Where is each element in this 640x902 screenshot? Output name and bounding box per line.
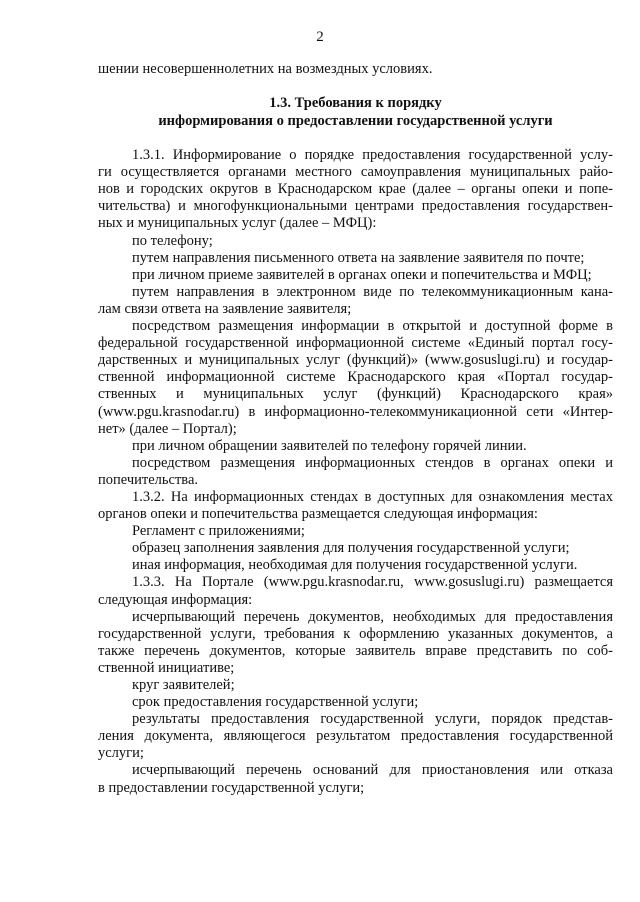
paragraph-line: нов и городских округов в Краснодарском крае (далее – органы опеки и попе- — [98, 181, 613, 198]
paragraph — [98, 609, 613, 677]
paragraph-line: нет» (далее – Портал); — [98, 420, 237, 437]
paragraph — [98, 489, 613, 523]
lead-line: шении несовершеннолетних на возмездных условиях. — [98, 61, 433, 77]
paragraph-line: чительства) и многофункциональными центрами предоставления государствен- — [98, 198, 613, 215]
paragraph-line: исчерпывающий перечень документов, необходимых для предоставления — [132, 608, 613, 625]
paragraph — [98, 233, 613, 250]
paragraph-line: следующая информация: — [98, 591, 253, 608]
paragraph-line: результаты предоставления государственной услуги, порядок представ- — [132, 711, 613, 728]
paragraph-line: услуги; — [98, 745, 144, 762]
paragraph-line: лам связи ответа на заявление заявителя; — [98, 300, 352, 317]
paragraph-line: посредством размещения информации в открытой и доступной форме в — [132, 318, 613, 335]
paragraph-line: ственных и муниципальных услуг (функций) Краснодарского края» — [98, 386, 613, 403]
document-body — [98, 61, 613, 797]
paragraph-line: в предоставлении государственной услуги; — [98, 779, 365, 796]
paragraph — [98, 711, 613, 762]
paragraph-line: при личном обращении заявителей по телефону горячей линии. — [132, 437, 527, 454]
paragraph — [98, 267, 613, 284]
paragraph — [98, 284, 613, 318]
paragraph — [98, 318, 613, 438]
paragraph-line: дарственных и муниципальных услуг (функций)» (www.gosuslugi.ru) и государ- — [98, 352, 613, 369]
paragraph-line: ги осуществляется органами местного самоуправления муниципальных райо- — [98, 164, 613, 181]
paragraph — [98, 523, 613, 540]
paragraph — [98, 762, 613, 796]
paragraph — [98, 574, 613, 608]
paragraph — [98, 438, 613, 455]
paragraph — [98, 677, 613, 694]
paragraph-line: 1.3.3. На Портале (www.pgu.krasnodar.ru, www.gosuslugi.ru) размещается — [132, 574, 613, 591]
paragraph-line: путем направления письменного ответа на заявление заявителя по почте; — [132, 249, 585, 266]
paragraph — [98, 455, 613, 489]
paragraph-line: органов опеки и попечительства размещается следующая информация: — [98, 506, 538, 523]
paragraph-line: ления документа, являющегося результатом предоставления государственной — [98, 728, 613, 745]
paragraph — [98, 147, 613, 232]
paragraph-line: также перечень документов, которые заявитель вправе представить по соб- — [98, 642, 613, 659]
paragraph-line: исчерпывающий перечень оснований для приостановления или отказа — [132, 762, 613, 779]
paragraph-line: попечительства. — [98, 471, 199, 488]
paragraph-line: посредством размещения информационных стендов в органах опеки и — [132, 454, 613, 471]
paragraph — [98, 250, 613, 267]
paragraph-line: (www.pgu.krasnodar.ru) в информационно-телекоммуникационной сети «Интер- — [98, 403, 613, 420]
section-heading — [98, 94, 613, 130]
paragraph-line: при личном приеме заявителей в органах опеки и попечительства и МФЦ; — [132, 266, 592, 283]
paragraphs — [98, 147, 613, 797]
paragraph-line: ных и муниципальных услуг (далее – МФЦ): — [98, 215, 377, 232]
paragraph-line: образец заполнения заявления для получения государственной услуги; — [132, 540, 570, 557]
heading-line-1: 1.3. Требования к порядку — [269, 95, 442, 112]
page-number: 2 — [316, 29, 324, 45]
paragraph-line: федеральной государственной информационной системе «Единый портал госу- — [98, 335, 613, 352]
paragraph-line: путем направления в электронном виде по телекоммуникационным кана- — [132, 283, 613, 300]
paragraph-line: ственной инициативе; — [98, 659, 235, 676]
paragraph-line: иная информация, необходимая для получения государственной услуги. — [132, 557, 578, 574]
paragraph-line: 1.3.2. На информационных стендах в доступных для ознакомления местах — [132, 488, 613, 505]
paragraph-line: 1.3.1. Информирование о порядке предоставления государственной услу- — [132, 147, 613, 164]
paragraph — [98, 557, 613, 574]
heading-line-2: информирования о предоставлении государственной услуги — [158, 113, 553, 130]
paragraph-line: Регламент с приложениями; — [132, 523, 305, 540]
paragraph — [98, 540, 613, 557]
paragraph-line: ственной информационной системе Краснодарского края «Портал государ- — [98, 369, 613, 386]
paragraph-line: срок предоставления государственной услуги; — [132, 694, 419, 711]
paragraph — [98, 694, 613, 711]
paragraph-line: по телефону; — [132, 232, 213, 249]
paragraph-line: государственной услуги, требования к оформлению указанных документов, а — [98, 625, 613, 642]
paragraph-line: круг заявителей; — [132, 677, 235, 693]
